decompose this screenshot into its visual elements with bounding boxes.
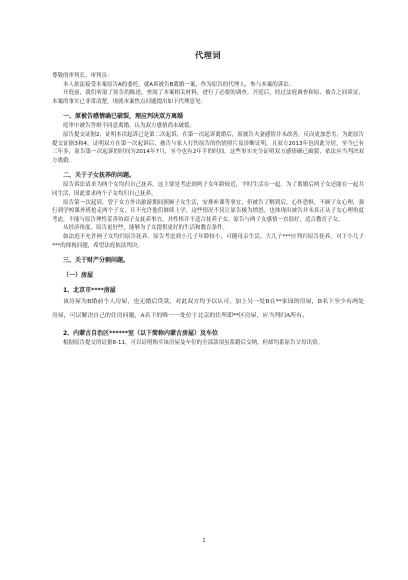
section-3-item-2-heading: 2、内蒙古自治区******室（以下简称内蒙古房屋）及车位 xyxy=(63,330,219,338)
section-3-subheading-house: （一）房屋 xyxy=(63,272,94,280)
document-body xyxy=(52,50,364,348)
page-number: 1 xyxy=(202,538,206,544)
section-2-heading: 二、关于子女抚养的问题。 xyxy=(63,172,136,180)
section-3-item-1-heading: 1、北京市****房屋 xyxy=(63,287,116,295)
document-title: 代理词 xyxy=(194,50,222,60)
section-1-heading: 一、原被告感情确已破裂，理应判决双方离婚 xyxy=(63,113,184,121)
section-3-item-1-text: 该房屋为B婚前个人房屋，也无婚后贷款，对此双方均予以认可。加上另一处B在**家园的房屋，B名下至少有两处房屋，可以解决自己的住房问题，A名下的唯一一处位于北京的住所即**区房屋，应当判归A所有。 xyxy=(52,299,364,319)
section-2-paragraph-4: 如法庭不允许两子女均归原告抚养，原告考虑到小儿子年龄较小，可随母亲生活，大儿子***应判归原告抚养。对于小儿子***的探视问题，希望法庭依法判决。 xyxy=(52,233,364,249)
section-3-item-2-text: 根据原告提交的证据8-11，可以证明购买该房屋及车位的全部款项虽系婚后交纳，但却均系原告父母出资。 xyxy=(63,340,323,347)
intro-paragraph-1: 本人依法接受本案原告A的委托，就A诉被告B离婚一案，作为原告的代理人，参与本案的诉讼。 xyxy=(63,81,295,88)
salutation: 尊敬的审判长、审判员： xyxy=(52,73,113,79)
section-2-paragraph-1: 原告诉讼请求为两个女均归自己抚养，这主要是考虑到两子女年龄较近，平时生活在一起，为了离婚后两子女还能在一起共同生活，因此要求两个子女均归自己抚养。 xyxy=(52,182,364,197)
section-1-paragraph-2: 原告提交证据2，证明本次起诉已是第二次起诉，在第一次起诉离婚后，原被告夫妻感情并未改善，反而更加恶劣，为此原告提交证据3和4，证明双方在第一次起诉后，被告与家人打伤原告的伤情照片及诊断证明。且双方2013年也因此分居，至今已有三年多，原告第一次起诉的时间为2014年7月，至今也有2年半的时间，这些事实充分证明双方感情确已破裂，依法应当判决双方离婚。 xyxy=(52,131,364,164)
intro-paragraph-2: 开庭前，我们听取了原告的陈述，查阅了本案相关材料，进行了必要的调查。开庭后，经过法庭调查和原、被告之间质证，本案的事实已非常清楚，现就本案焦点问题提出如下代理意见： xyxy=(52,90,364,105)
section-1-paragraph-1: 庭审中被告答辩不同意离婚，认为双方感情尚未破裂。 xyxy=(63,123,196,130)
section-2-paragraph-2: 原告第一次起诉，曾于女方外出旅游期间照顾子女生活，安排补课等事宜，但被告了解到后，心怀恐惧，不顾子女心理，强行到学校课外班抢走两个子女，且不允许他们继续上学，这些情况不仅让原告极为愤怒，也体现出被告并未真正从子女心理角度考虑，不能与原告理性妥善协商子女抚养事宜，其性格并不适合抚养子女。原告与两子女感情一直很好，适合教育子女。 xyxy=(52,199,364,223)
section-2-paragraph-3: 从经济角度，原告更好些，能够为子女提供更好的生活和教育条件。 xyxy=(63,225,229,232)
section-3-heading: 三、关于财产分割问题。 xyxy=(63,257,130,265)
